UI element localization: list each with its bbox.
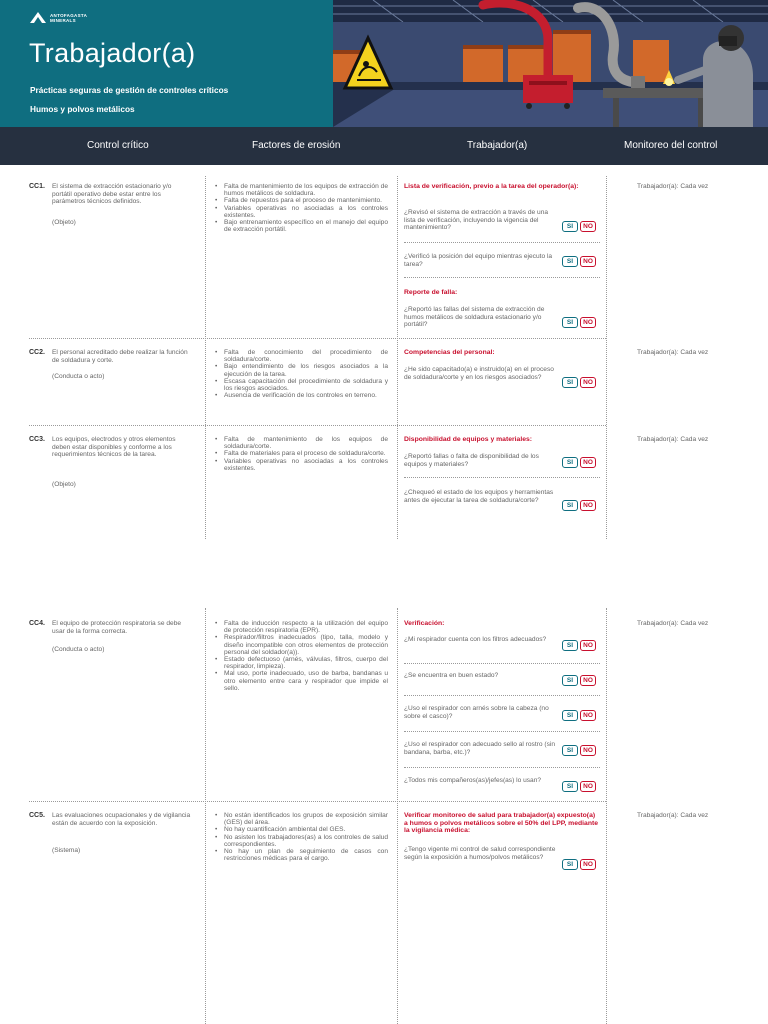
column-header-factores-erosion: Factores de erosión bbox=[252, 140, 341, 151]
yes-no-toggle[interactable] bbox=[562, 457, 596, 468]
erosion-factor: • Estado defectuoso (arnés, válvulas, filtros, cuerpo del respirador, limpieza). bbox=[215, 656, 388, 670]
check-question: ¿Reportó fallas o falta de disponibilidad de los equipos y materiales? bbox=[404, 453, 539, 468]
welding-workshop-illustration bbox=[333, 0, 768, 127]
erosion-factor-list bbox=[215, 436, 388, 472]
question-divider bbox=[404, 695, 600, 696]
erosion-factor: • No asisten los trabajadores(as) a los controles de salud correspondientes. bbox=[215, 834, 388, 848]
no-button[interactable]: NO bbox=[580, 256, 596, 267]
yes-no-toggle[interactable] bbox=[562, 710, 596, 721]
control-code: CC1. bbox=[29, 183, 45, 190]
yes-button[interactable]: SI bbox=[562, 377, 578, 388]
yes-no-toggle[interactable] bbox=[562, 675, 596, 686]
check-question: ¿Chequeó el estado de los equipos y herramientas antes de ejecutar la tarea de soldadura/corte? bbox=[404, 489, 554, 504]
erosion-factor: • Falta de mantenimiento de los equipos de extracción de humos metálicos de soldadura. bbox=[215, 183, 388, 197]
column-header-trabajador: Trabajador(a) bbox=[467, 140, 528, 151]
check-question: ¿Mi respirador cuenta con los filtros adecuados? bbox=[404, 636, 547, 643]
control-type: (Conducta o acto) bbox=[52, 646, 105, 653]
erosion-factor-list bbox=[215, 812, 388, 862]
no-button[interactable]: NO bbox=[580, 781, 596, 792]
no-button[interactable]: NO bbox=[580, 457, 596, 468]
yes-no-toggle[interactable] bbox=[562, 500, 596, 511]
question-divider bbox=[404, 663, 600, 664]
yes-button[interactable]: SI bbox=[562, 221, 578, 232]
question-divider bbox=[404, 767, 600, 768]
check-question: ¿Uso el respirador con arnés sobre la cabeza (no sobre el casco)? bbox=[404, 705, 549, 720]
erosion-factor: • Falta de mantenimiento de los equipos de soldadura/corte. bbox=[215, 436, 388, 450]
erosion-factor: • Bajo entrenamiento específico en el manejo del equipo de extracción portátil. bbox=[215, 219, 388, 233]
no-button[interactable]: NO bbox=[580, 675, 596, 686]
yes-button[interactable]: SI bbox=[562, 457, 578, 468]
control-code: CC4. bbox=[29, 620, 45, 627]
erosion-factor: • Ausencia de verificación de los controles en terreno. bbox=[215, 392, 388, 399]
yes-button[interactable]: SI bbox=[562, 745, 578, 756]
erosion-factor: • Escasa capacitación del procedimiento de soldadura y los riesgos asociados. bbox=[215, 378, 388, 392]
yes-button[interactable]: SI bbox=[562, 675, 578, 686]
yes-button[interactable]: SI bbox=[562, 500, 578, 511]
erosion-factor: • Falta de inducción respecto a la utilización del equipo de protección respiratoria (EPR). bbox=[215, 620, 388, 634]
monitoring-frequency: Trabajador(a): Cada vez bbox=[637, 812, 709, 819]
yes-no-toggle[interactable] bbox=[562, 377, 596, 388]
erosion-factor: • Mal uso, porte inadecuado, uso de barba, bandanas u otro elemento entre cara y respirador que impide el sello. bbox=[215, 670, 388, 692]
check-question: ¿Uso el respirador con adecuado sello al rostro (sin bandana, barba, etc.)? bbox=[404, 741, 555, 756]
yes-no-toggle[interactable] bbox=[562, 781, 596, 792]
control-description: Los equipos, electrodos y otros elementos deben estar disponibles y conforme a los requerimientos técnicos de la tarea. bbox=[52, 436, 176, 459]
yes-no-toggle[interactable] bbox=[562, 640, 596, 651]
question-divider bbox=[404, 277, 600, 278]
company-logo bbox=[30, 12, 87, 23]
erosion-factor: • No hay un plan de seguimiento de casos con restricciones médicas para el cargo. bbox=[215, 848, 388, 862]
checklist-heading: Verificar monitoreo de salud para trabajador(a) expuesto(a) a humos o polvos metálicos sobre el 50% del LPP, mediante la vigilancia médica: bbox=[404, 812, 599, 835]
yes-no-toggle[interactable] bbox=[562, 745, 596, 756]
no-button[interactable]: NO bbox=[580, 640, 596, 651]
monitoring-frequency: Trabajador(a): Cada vez bbox=[637, 436, 709, 443]
check-question: ¿Reportó las fallas del sistema de extracción de humos metálicos de soldadura estacionario y/o portátil? bbox=[404, 306, 545, 329]
erosion-factor: • No hay cuantificación ambiental del GES. bbox=[215, 826, 388, 833]
control-description: Las evaluaciones ocupacionales y de vigilancia están de acuerdo con la exposición. bbox=[52, 812, 191, 827]
no-button[interactable]: NO bbox=[580, 377, 596, 388]
question-divider bbox=[404, 731, 600, 732]
column-divider bbox=[205, 608, 206, 1024]
yes-button[interactable]: SI bbox=[562, 781, 578, 792]
hazard-subtitle: Humos y polvos metálicos bbox=[30, 104, 135, 114]
erosion-factor: • Bajo entendimiento de los riesgos asociados a la ejecución de la tarea. bbox=[215, 363, 388, 377]
control-description: El equipo de protección respiratoria se debe usar de la forma correcta. bbox=[52, 620, 182, 635]
yes-no-toggle[interactable] bbox=[562, 256, 596, 267]
yes-no-toggle[interactable] bbox=[562, 221, 596, 232]
control-code: CC3. bbox=[29, 436, 45, 443]
control-code: CC2. bbox=[29, 349, 45, 356]
check-question: ¿Todos mis compañeros(as)/jefes(as) lo usan? bbox=[404, 777, 542, 784]
yes-button[interactable]: SI bbox=[562, 317, 578, 328]
check-question: ¿Verificó la posición del equipo mientras ejecuto la tarea? bbox=[404, 253, 553, 268]
question-divider bbox=[404, 477, 600, 478]
monitoring-frequency: Trabajador(a): Cada vez bbox=[637, 183, 709, 190]
erosion-factor: • No están identificados los grupos de exposición similar (GES) del área. bbox=[215, 812, 388, 826]
checklist-heading: Reporte de falla: bbox=[404, 289, 458, 296]
yes-no-toggle[interactable] bbox=[562, 859, 596, 870]
control-type: (Objeto) bbox=[52, 481, 76, 488]
erosion-factor: • Falta de conocimiento del procedimiento de soldadura/corte. bbox=[215, 349, 388, 363]
checklist-heading: Competencias del personal: bbox=[404, 349, 495, 356]
no-button[interactable]: NO bbox=[580, 317, 596, 328]
check-question: ¿Revisó el sistema de extracción a través de una lista de verificación, incluyendo la vigencia del mantenimiento? bbox=[404, 209, 549, 232]
erosion-factor: • Variables operativas no asociadas a los controles existentes. bbox=[215, 458, 388, 472]
row-divider bbox=[29, 425, 606, 426]
check-question: ¿Se encuentra en buen estado? bbox=[404, 672, 499, 679]
checklist-heading: Disponibilidad de equipos y materiales: bbox=[404, 436, 533, 443]
check-question: ¿He sido capacitado(a) e instruido(a) en el proceso de soldadura/corte y en los riesgos asociados? bbox=[404, 366, 554, 381]
page-subtitle: Prácticas seguras de gestión de controles críticos bbox=[30, 85, 229, 95]
no-button[interactable]: NO bbox=[580, 710, 596, 721]
column-header-monitoreo: Monitoreo del control bbox=[624, 140, 718, 151]
yes-button[interactable]: SI bbox=[562, 640, 578, 651]
row-divider bbox=[29, 338, 606, 339]
checklist-heading: Verificación: bbox=[404, 620, 445, 627]
erosion-factor: • Respirador/filtros inadecuados (tipo, talla, modelo y diseño incompatible con otros elementos de protección personal del soldador(a)). bbox=[215, 634, 388, 656]
no-button[interactable]: NO bbox=[580, 500, 596, 511]
erosion-factor-list bbox=[215, 620, 388, 692]
monitoring-frequency: Trabajador(a): Cada vez bbox=[637, 620, 709, 627]
control-description: El sistema de extracción estacionario y/o portátil operativo debe estar entre los parámetros técnicos definidos. bbox=[52, 183, 172, 206]
monitoring-frequency: Trabajador(a): Cada vez bbox=[637, 349, 709, 356]
no-button[interactable]: NO bbox=[580, 745, 596, 756]
no-button[interactable]: NO bbox=[580, 221, 596, 232]
yes-button[interactable]: SI bbox=[562, 710, 578, 721]
control-code: CC5. bbox=[29, 812, 45, 819]
control-type: (Sistema) bbox=[52, 847, 81, 854]
check-question: ¿Tengo vigente mi control de salud correspondiente según la exposición a humos/polvos metálicos? bbox=[404, 846, 556, 861]
yes-button[interactable]: SI bbox=[562, 256, 578, 267]
column-divider bbox=[397, 176, 398, 539]
row-divider bbox=[29, 801, 606, 802]
column-header-control-critico: Control crítico bbox=[87, 140, 149, 151]
no-button[interactable]: NO bbox=[580, 859, 596, 870]
checklist-heading: Lista de verificación, previo a la tarea del operador(a): bbox=[404, 183, 579, 190]
control-type: (Conducta o acto) bbox=[52, 373, 105, 380]
yes-no-toggle[interactable] bbox=[562, 317, 596, 328]
yes-button[interactable]: SI bbox=[562, 859, 578, 870]
mountain-logo-icon bbox=[30, 12, 46, 23]
erosion-factor-list bbox=[215, 349, 388, 399]
control-description: El personal acreditado debe realizar la función de soldadura y corte. bbox=[52, 349, 188, 364]
column-header-bar bbox=[0, 127, 768, 165]
column-divider bbox=[397, 608, 398, 1024]
column-divider bbox=[205, 176, 206, 539]
erosion-factor: • Falta de repuestos para el proceso de mantenimiento. bbox=[215, 197, 388, 204]
logo-text: ANTOFAGASTA MINERALS bbox=[50, 12, 88, 23]
header-banner bbox=[0, 0, 768, 127]
page-title: Trabajador(a) bbox=[29, 38, 196, 68]
erosion-factor: • Falta de materiales para el proceso de soldadura/corte. bbox=[215, 450, 388, 457]
erosion-factor-list bbox=[215, 183, 388, 233]
column-divider bbox=[606, 176, 607, 539]
control-type: (Objeto) bbox=[52, 219, 76, 226]
question-divider bbox=[404, 242, 600, 243]
erosion-factor: • Variables operativas no asociadas a los controles existentes. bbox=[215, 205, 388, 219]
column-divider bbox=[606, 608, 607, 1024]
